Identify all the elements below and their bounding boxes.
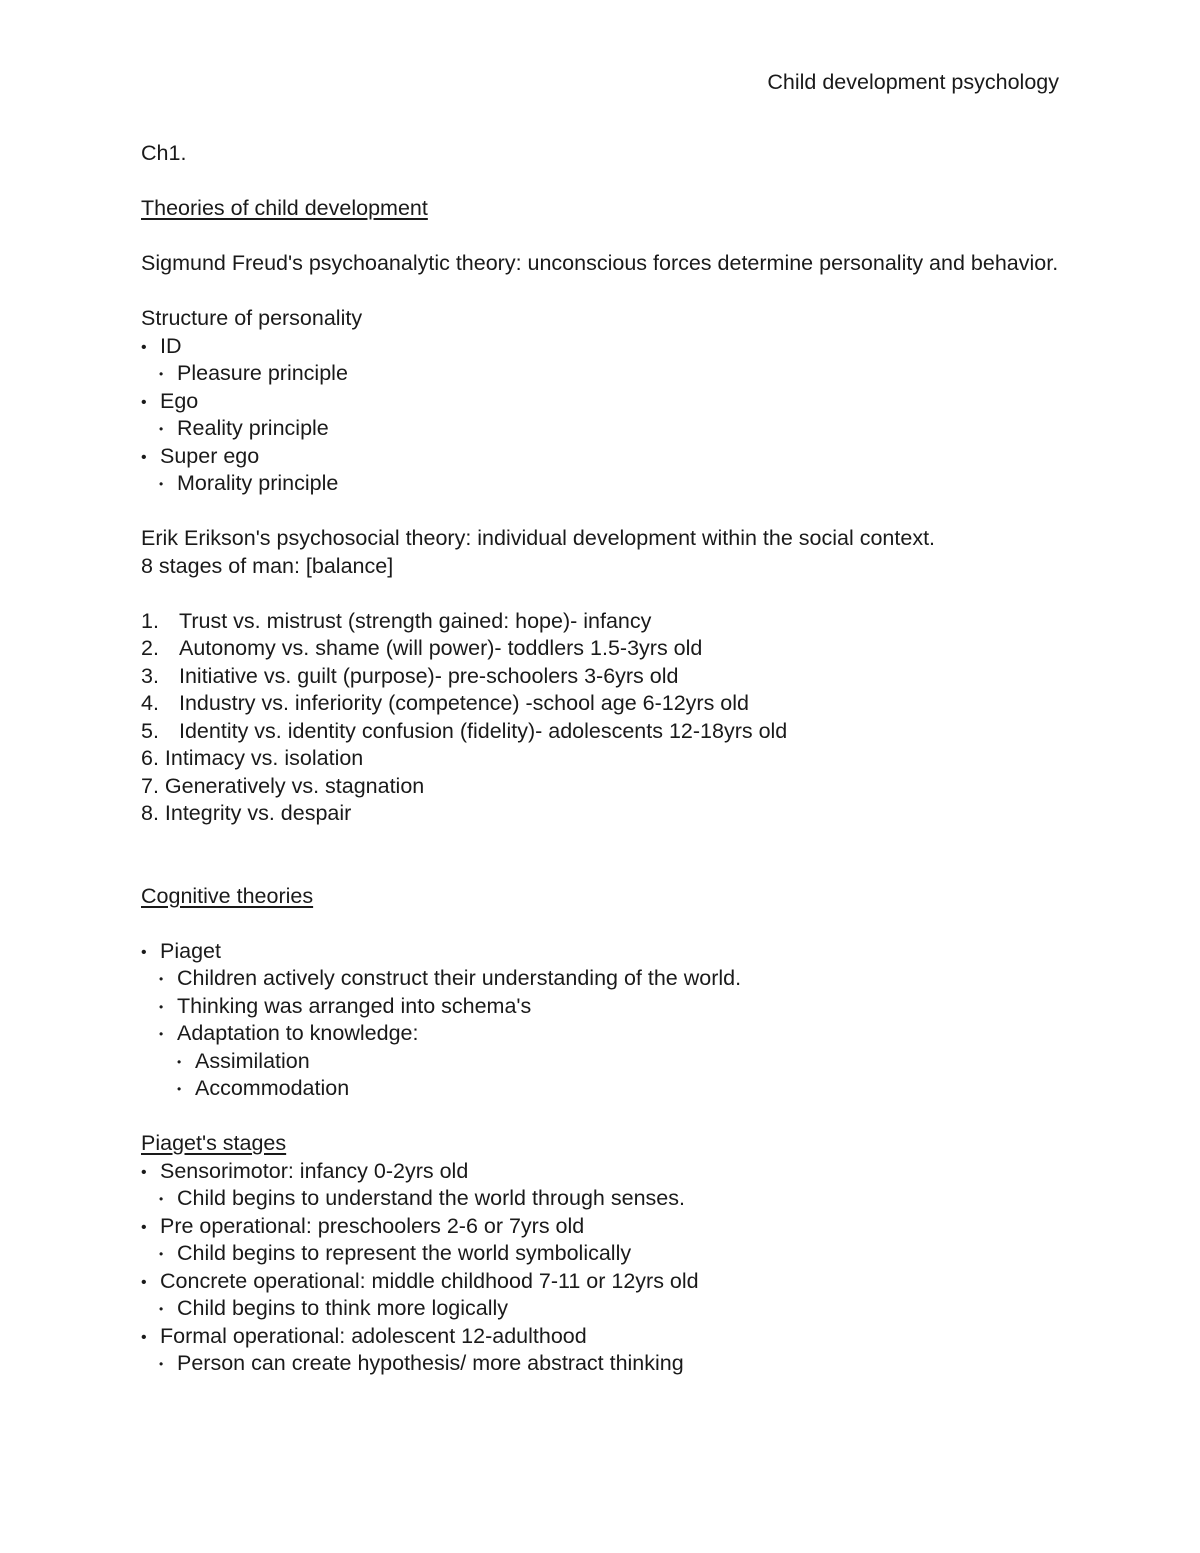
- sub-bullet-item: • Reality principle: [141, 415, 1071, 443]
- stage-text: Autonomy vs. shame (will power)- toddlers 1.5-3yrs old: [179, 636, 703, 660]
- stage-text: Identity vs. identity confusion (fidelity)- adolescents 12-18yrs old: [179, 718, 788, 743]
- stage-number: 2.: [141, 636, 159, 660]
- bullet-item: • Super ego: [141, 443, 1071, 471]
- freud-intro: Sigmund Freud's psychoanalytic theory: unconscious forces determine personality and behavior.: [141, 251, 1059, 275]
- sub-bullet-item: • Child begins to think more logically: [141, 1295, 1071, 1323]
- bullet-item: • Ego: [141, 388, 1071, 416]
- bullet-item: • Formal operational: adolescent 12-adulthood: [141, 1323, 1071, 1351]
- section-heading-theories: Theories of child development: [141, 196, 428, 220]
- stage-item: [141, 663, 1071, 691]
- stage-number: 4.: [141, 691, 159, 715]
- stage-item: 7. Generatively vs. stagnation: [141, 773, 425, 798]
- structure-heading: Structure of personality: [141, 306, 363, 330]
- stage-number: 5.: [141, 718, 159, 743]
- stage-number: 1.: [141, 608, 159, 633]
- sub-bullet-item: • Children actively construct their understanding of the world.: [141, 965, 1071, 993]
- stage-item: [141, 690, 1071, 718]
- document-body: [141, 140, 1071, 1378]
- stage-item: 8. Integrity vs. despair: [141, 801, 352, 825]
- bullet-item: • Concrete operational: middle childhood 7-11 or 12yrs old: [141, 1268, 1071, 1296]
- sub-bullet-item: • Child begins to understand the world through senses.: [141, 1185, 1071, 1213]
- stage-number: 3.: [141, 663, 159, 688]
- sub-sub-bullet-item: • Accommodation: [141, 1075, 1071, 1103]
- chapter-label: Ch1.: [141, 141, 187, 165]
- sub-bullet-item: • Child begins to represent the world symbolically: [141, 1240, 1071, 1268]
- stage-item: 6. Intimacy vs. isolation: [141, 746, 364, 770]
- sub-bullet-item: • Thinking was arranged into schema's: [141, 993, 1071, 1021]
- bullet-item: • ID: [141, 333, 1071, 361]
- stage-item: [141, 635, 1071, 663]
- sub-bullet-item: • Adaptation to knowledge:: [141, 1020, 1071, 1048]
- stage-item: [141, 608, 1071, 636]
- sub-sub-bullet-item: • Assimilation: [141, 1048, 1071, 1076]
- page-header: Child development psychology: [767, 70, 1059, 94]
- sub-bullet-item: • Pleasure principle: [141, 360, 1071, 388]
- stage-text: Industry vs. inferiority (competence) -school age 6-12yrs old: [179, 691, 749, 715]
- bullet-item: • Pre operational: preschoolers 2-6 or 7yrs old: [141, 1213, 1071, 1241]
- bullet-item: • Sensorimotor: infancy 0-2yrs old: [141, 1158, 1071, 1186]
- bullet-item: • Piaget: [141, 938, 1071, 966]
- sub-bullet-item: • Morality principle: [141, 470, 1071, 498]
- stages-heading: 8 stages of man: [balance]: [141, 553, 394, 578]
- erikson-intro: Erik Erikson's psychosocial theory: individual development within the social context.: [141, 526, 936, 550]
- stage-item: [141, 718, 1071, 746]
- sub-bullet-item: • Person can create hypothesis/ more abstract thinking: [141, 1350, 1071, 1378]
- stage-text: Initiative vs. guilt (purpose)- pre-schoolers 3-6yrs old: [179, 663, 679, 688]
- stage-text: Trust vs. mistrust (strength gained: hope)- infancy: [179, 608, 652, 633]
- section-heading-piaget-stages: Piaget's stages: [141, 1131, 287, 1155]
- section-heading-cognitive: Cognitive theories: [141, 883, 314, 908]
